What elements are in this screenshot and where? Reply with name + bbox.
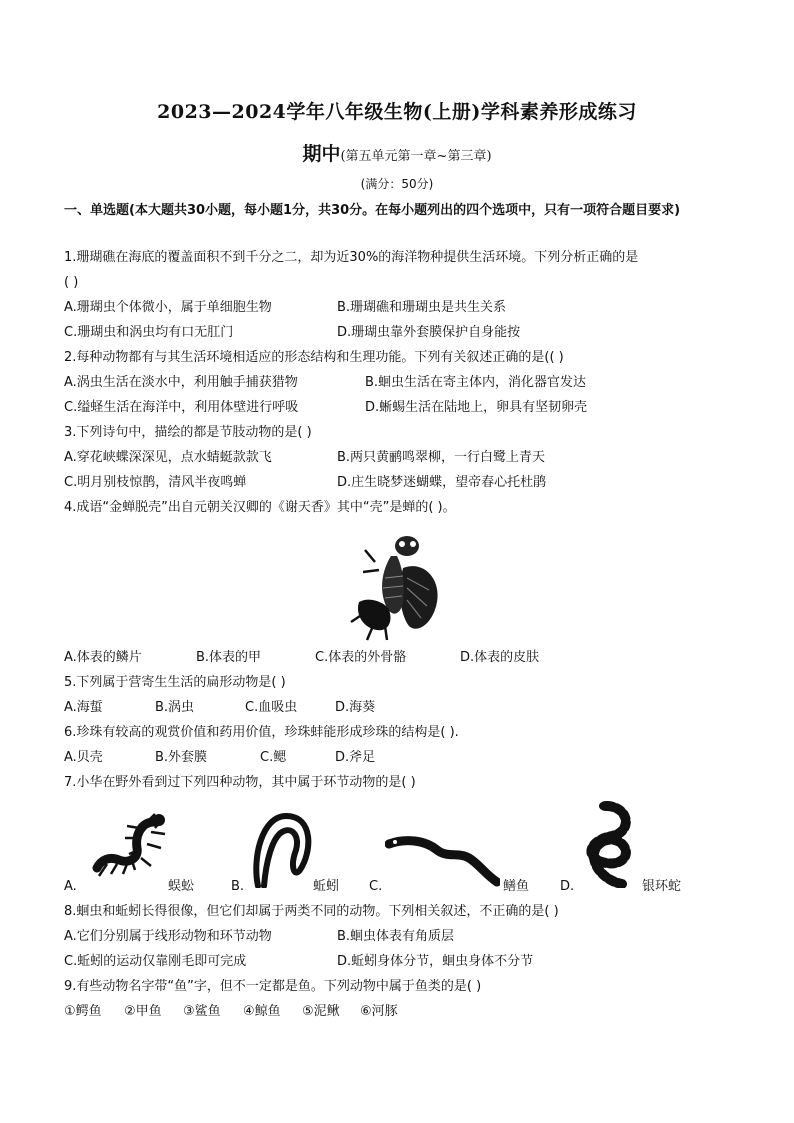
question-1-option-a: A.珊瑚虫个体微小，属于单细胞生物 — [64, 300, 272, 315]
question-2-option-a: A.涡虫生活在淡水中，利用触手捕获猎物 — [64, 375, 298, 390]
question-4-option-c: C.体表的外骨骼 — [315, 650, 407, 665]
cicada-image — [345, 522, 445, 642]
question-5-option-c: C.血吸虫 — [245, 700, 298, 715]
question-7-option-b: B. — [231, 879, 245, 894]
question-7-option-c: C. — [369, 879, 383, 894]
question-9-item-1: ①鳄鱼 — [64, 1004, 102, 1019]
question-3-option-a: A.穿花峡蝶深深见，点水蜻蜓款款飞 — [64, 450, 272, 465]
question-5-stem: 5.下列属于营寄生生活的扁形动物是( ) — [64, 675, 286, 690]
question-2-option-d: D.蜥蜴生活在陆地上，卵具有坚韧卵壳 — [365, 400, 588, 415]
question-9-item-5: ⑤泥鳅 — [302, 1004, 340, 1019]
question-1-option-d: D.珊瑚虫靠外套膜保护自身能按 — [337, 325, 521, 340]
question-3-option-b: B.两只黄鹂鸣翠柳，一行白鹭上青天 — [337, 450, 546, 465]
exam-subtitle — [0, 139, 794, 166]
section-heading: 一、单选题(本大题共30小题，每小题1分，共30分。在每小题列出的四个选项中，只有一项符合题目要求) — [64, 203, 681, 218]
question-6-option-c: C.鳃 — [260, 750, 287, 765]
question-3-option-d: D.庄生晓梦迷蝴蝶，望帝春心托杜鹃 — [337, 475, 547, 490]
question-8-option-d: D.蚯蚓身体分节，蛔虫身体不分节 — [337, 954, 534, 969]
question-6-option-a: A.贝壳 — [64, 750, 103, 765]
question-8-stem: 8.蛔虫和蚯蚓长得很像，但它们却属于两类不同的动物。下列相关叙述，不正确的是( ) — [64, 904, 559, 919]
question-4-option-b: B.体表的甲 — [196, 650, 262, 665]
eel-image — [385, 830, 500, 890]
banded-krait-image — [572, 798, 638, 888]
question-8-option-c: C.蚯蚓的运动仅靠刚毛即可完成 — [64, 954, 247, 969]
question-5-option-a: A.海蜇 — [64, 700, 103, 715]
question-7-animal-a: 蜈蚣 — [168, 879, 195, 894]
question-5-option-d: D.海葵 — [335, 700, 376, 715]
question-4-option-a: A.体表的鳞片 — [64, 650, 142, 665]
exam-title: 2023—2024学年八年级生物(上册)学科素养形成练习 — [157, 101, 637, 123]
question-9-item-2: ②甲鱼 — [124, 1004, 162, 1019]
question-1-bracket: ( ) — [64, 275, 79, 290]
question-2-option-b: B.蛔虫生活在寄主体内，消化器官发达 — [365, 375, 587, 390]
question-2-stem: 2.每种动物都有与其生活环境相适应的形态结构和生理功能。下列有关叙述正确的是(( ) — [64, 350, 564, 365]
question-9-item-4: ④鲸鱼 — [243, 1004, 281, 1019]
centipede-image — [85, 808, 175, 883]
question-8-option-b: B.蛔虫体表有角质层 — [337, 929, 455, 944]
question-8-option-a: A.它们分别属于线形动物和环节动物 — [64, 929, 272, 944]
earthworm-image — [248, 806, 323, 888]
question-7-animal-b: 蚯蚓 — [313, 879, 340, 894]
question-7-stem: 7.小华在野外看到过下列四种动物，其中属于环节动物的是( ) — [64, 775, 416, 790]
question-7-option-d: D. — [560, 879, 575, 894]
question-9-item-3: ③鲨鱼 — [183, 1004, 221, 1019]
question-3-stem: 3.下列诗句中，描绘的都是节肢动物的是( ) — [64, 425, 312, 440]
question-1-option-b: B.珊瑚礁和珊瑚虫是共生关系 — [337, 300, 507, 315]
question-9-stem: 9.有些动物名字带“鱼”字，但不一定都是鱼。下列动物中属于鱼类的是( ) — [64, 979, 482, 994]
question-1-stem: 1.珊瑚礁在海底的覆盖面积不到千分之二，却为近30%的海洋物种提供生活环境。下列分析正确的是 — [64, 250, 639, 265]
exam-range: (第五单元第一章~第三章) — [340, 149, 492, 164]
question-4-option-d: D.体表的皮肤 — [460, 650, 540, 665]
question-1-option-c: C.珊瑚虫和涡虫均有口无肛门 — [64, 325, 234, 340]
question-6-option-b: B.外套膜 — [155, 750, 208, 765]
question-2-option-c: C.缢蛏生活在海洋中，利用体壁进行呼吸 — [64, 400, 299, 415]
full-score: (满分：50分) — [360, 177, 434, 191]
question-9-item-6: ⑥河豚 — [360, 1004, 398, 1019]
question-7-animal-d: 银环蛇 — [642, 879, 682, 894]
question-3-option-c: C.明月别枝惊鹊，清风半夜鸣蝉 — [64, 475, 247, 490]
question-6-option-d: D.斧足 — [335, 750, 376, 765]
question-4-stem: 4.成语“金蝉脱壳”出自元朝关汉卿的《谢天香》其中“壳”是蝉的( )。 — [64, 500, 456, 515]
question-6-stem: 6.珍珠有较高的观赏价值和药用价值，珍珠蚌能形成珍珠的结构是( ). — [64, 725, 459, 740]
question-7-option-a: A. — [64, 879, 77, 894]
question-5-option-b: B.涡虫 — [155, 700, 195, 715]
question-7-animal-c: 鳝鱼 — [503, 879, 530, 894]
exam-term: 期中 — [302, 143, 341, 165]
